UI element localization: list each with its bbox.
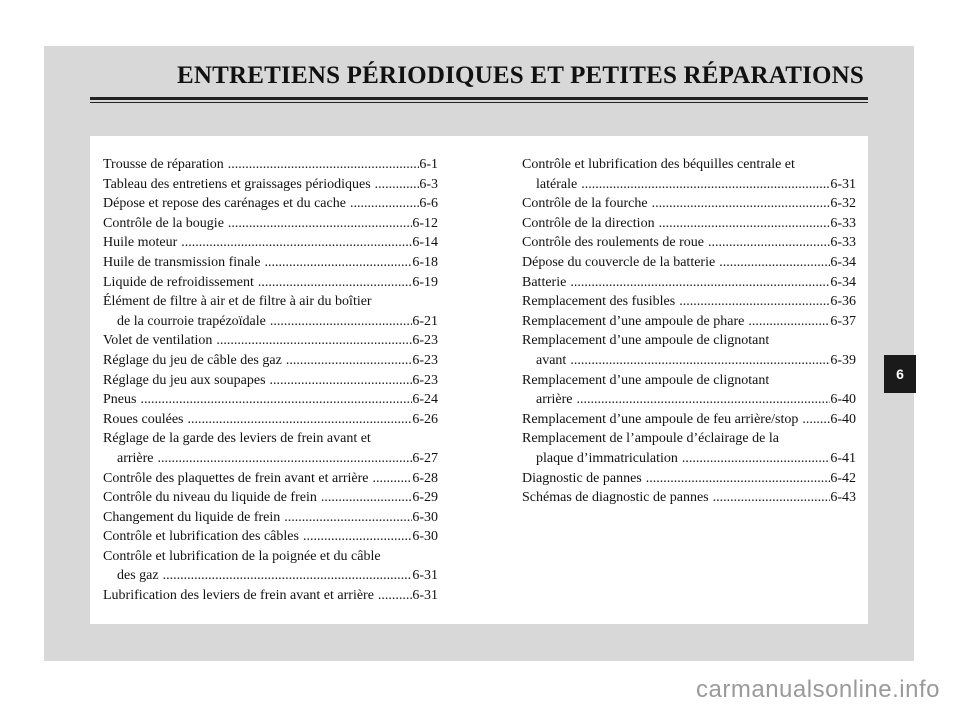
toc-entry-title: Contrôle de la direction <box>522 215 655 231</box>
toc-page-number: 6-33 <box>830 235 856 251</box>
toc-entry-line <box>522 155 856 175</box>
toc-entry[interactable] <box>103 508 438 528</box>
toc-entry-line <box>522 214 856 234</box>
toc-entry-title: Batterie <box>522 274 567 290</box>
toc-entry-title: Schémas de diagnostic de pannes <box>522 490 709 506</box>
toc-entry[interactable] <box>103 253 438 273</box>
toc-entry-title: Remplacement d’une ampoule de phare <box>522 313 745 329</box>
toc-entry-line <box>103 390 438 410</box>
toc-page-number: 6-6 <box>419 196 438 212</box>
toc-entry-line <box>103 429 438 449</box>
toc-entry-line <box>522 371 856 391</box>
toc-page-number: 6-39 <box>830 352 856 368</box>
toc-entry-title: Liquide de refroidissement <box>103 274 254 290</box>
toc-leader-dots <box>374 586 412 606</box>
toc-entry[interactable] <box>522 469 856 489</box>
toc-entry-line <box>103 292 438 312</box>
toc-entry-title: plaque d’immatriculation <box>536 450 678 466</box>
toc-leader-dots <box>183 410 412 430</box>
toc-page-number: 6-34 <box>830 254 856 270</box>
toc-entry[interactable] <box>522 253 856 273</box>
toc-entry-line <box>522 390 856 410</box>
toc-page-number: 6-19 <box>412 274 438 290</box>
toc-page-number: 6-1 <box>419 157 438 172</box>
toc-entry-title: Réglage du jeu aux soupapes <box>103 372 266 388</box>
toc-entry-line <box>522 292 856 312</box>
toc-leader-dots <box>577 175 830 195</box>
page-title: ENTRETIENS PÉRIODIQUES ET PETITES RÉPARATIONS <box>177 62 864 89</box>
toc-entry-line <box>522 253 856 273</box>
manual-page <box>44 46 914 661</box>
toc-entry-title: Contrôle et lubrification des béquilles centrale et <box>522 157 795 172</box>
toc-leader-dots <box>655 214 831 234</box>
toc-entry[interactable] <box>103 292 438 331</box>
toc-entry-title: Pneus <box>103 392 137 408</box>
toc-entry-line <box>103 508 438 528</box>
toc-leader-dots <box>642 469 831 489</box>
toc-entry-title: de la courroie trapézoïdale <box>117 313 266 329</box>
toc-entry[interactable] <box>103 488 438 508</box>
toc-leader-dots <box>346 194 419 214</box>
toc-entry[interactable] <box>103 527 438 547</box>
toc-leader-dots <box>260 253 412 273</box>
toc-entry-title: Élément de filtre à air et de filtre à air du boîtier <box>103 294 372 310</box>
toc-leader-dots <box>254 273 412 293</box>
toc-entry-line <box>522 469 856 489</box>
toc-entry[interactable] <box>103 175 438 195</box>
toc-page-number: 6-26 <box>412 411 438 427</box>
toc-entry-title: arrière <box>117 450 154 466</box>
toc-leader-dots <box>282 351 413 371</box>
toc-entry-title: Contrôle des plaquettes de frein avant et arrière <box>103 470 369 486</box>
toc-entry[interactable] <box>103 429 438 468</box>
table-of-contents <box>90 136 868 624</box>
toc-leader-dots <box>159 566 413 586</box>
toc-leader-dots <box>566 351 830 371</box>
toc-leader-dots <box>744 312 830 332</box>
toc-page-number: 6-40 <box>830 392 856 408</box>
toc-entry-title: latérale <box>536 176 578 192</box>
toc-page-number: 6-23 <box>412 372 438 388</box>
toc-entry-line <box>103 233 438 253</box>
toc-entry-line <box>103 312 438 332</box>
toc-leader-dots <box>177 233 412 253</box>
toc-entry-title: Contrôle des roulements de roue <box>522 235 704 251</box>
toc-entry-line <box>103 527 438 547</box>
toc-page-number: 6-30 <box>412 509 438 525</box>
title-rule-thin <box>90 102 868 103</box>
toc-entry[interactable] <box>103 233 438 253</box>
toc-entry-line <box>522 175 856 195</box>
toc-entry-title: des gaz <box>117 568 159 584</box>
toc-entry[interactable] <box>522 233 856 253</box>
toc-entry-line <box>103 331 438 351</box>
toc-page-number: 6-36 <box>830 294 856 310</box>
toc-entry[interactable] <box>103 331 438 351</box>
toc-entry-title: Lubrification des leviers de frein avant et arrière <box>103 588 374 604</box>
toc-leader-dots <box>566 273 830 293</box>
toc-entry-title: Réglage du jeu de câble des gaz <box>103 352 282 368</box>
toc-entry-title: Roues coulées <box>103 411 184 427</box>
toc-leader-dots <box>224 155 420 175</box>
toc-entry-title: Diagnostic de pannes <box>522 470 642 486</box>
toc-entry-line <box>103 371 438 391</box>
toc-entry-title: Contrôle de la bougie <box>103 215 224 231</box>
toc-entry[interactable] <box>522 312 856 332</box>
title-rule-thick <box>90 97 868 100</box>
toc-entry-title: Dépose du couvercle de la batterie <box>522 254 716 270</box>
toc-entry[interactable] <box>522 410 856 430</box>
toc-entry-title: Contrôle et lubrification de la poignée et du câble <box>103 548 381 564</box>
toc-entry[interactable] <box>522 371 856 410</box>
toc-page-number: 6-29 <box>412 490 438 506</box>
toc-entry-line <box>103 410 438 430</box>
toc-leader-dots <box>224 214 412 234</box>
toc-page-number: 6-41 <box>830 450 856 466</box>
toc-entry-title: avant <box>536 352 567 368</box>
toc-entry-line <box>522 429 856 449</box>
toc-leader-dots <box>675 292 830 312</box>
toc-entry-title: Huile moteur <box>103 235 178 251</box>
toc-leader-dots <box>573 390 831 410</box>
toc-entry[interactable] <box>103 410 438 430</box>
toc-entry-title: Remplacement d’une ampoule de feu arrière/stop <box>522 411 799 427</box>
toc-entry[interactable] <box>103 273 438 293</box>
toc-page-number: 6-32 <box>830 196 856 212</box>
toc-entry[interactable] <box>522 155 856 194</box>
toc-entry-line <box>103 449 438 469</box>
toc-entry[interactable] <box>103 469 438 489</box>
toc-page-number: 6-24 <box>412 392 438 408</box>
toc-entry-line <box>103 253 438 273</box>
toc-entry-title: Dépose et repose des carénages et du cache <box>103 196 346 212</box>
chapter-tab[interactable]: 6 <box>884 355 916 393</box>
toc-entry[interactable] <box>522 194 856 214</box>
toc-entry[interactable] <box>103 214 438 234</box>
toc-page-number: 6-34 <box>830 274 856 290</box>
toc-entry-line <box>522 331 856 351</box>
toc-entry-line <box>103 566 438 586</box>
toc-entry-line <box>522 488 856 508</box>
toc-entry-line <box>522 410 856 430</box>
toc-entry-line <box>103 488 438 508</box>
toc-page-number: 6-31 <box>830 176 856 192</box>
toc-entry[interactable] <box>522 488 856 508</box>
toc-entry[interactable] <box>103 390 438 410</box>
toc-leader-dots <box>678 449 830 469</box>
toc-entry-title: Réglage de la garde des leviers de frein avant et <box>103 431 371 447</box>
toc-leader-dots <box>266 312 412 332</box>
toc-page-number: 6-31 <box>412 568 438 584</box>
toc-entry-line <box>103 586 438 606</box>
toc-page-number: 6-12 <box>412 215 438 231</box>
toc-entry-title: Changement du liquide de frein <box>103 509 281 525</box>
toc-page-number: 6-31 <box>412 588 438 604</box>
toc-entry-title: Volet de ventilation <box>103 333 213 349</box>
toc-entry-title: Remplacement de l’ampoule d’éclairage de la <box>522 431 779 447</box>
toc-leader-dots <box>648 194 831 214</box>
toc-entry-title: Remplacement d’une ampoule de clignotant <box>522 333 770 349</box>
toc-entry-line <box>522 312 856 332</box>
toc-entry[interactable] <box>522 429 856 468</box>
toc-page-number: 6-18 <box>412 254 438 270</box>
toc-page-number: 6-37 <box>830 313 856 329</box>
toc-entry-line <box>103 214 438 234</box>
watermark: carmanualsonline.info <box>696 676 940 703</box>
toc-entry[interactable] <box>522 273 856 293</box>
toc-entry-line <box>522 194 856 214</box>
toc-leader-dots <box>798 410 830 430</box>
toc-leader-dots <box>709 488 831 508</box>
toc-leader-dots <box>371 175 420 195</box>
toc-leader-dots <box>280 508 412 528</box>
toc-entry-title: arrière <box>536 392 573 408</box>
toc-entry[interactable] <box>103 194 438 214</box>
toc-leader-dots <box>715 253 830 273</box>
toc-page-number: 6-42 <box>830 470 856 486</box>
toc-page-number: 6-43 <box>830 490 856 506</box>
toc-leader-dots <box>154 449 413 469</box>
toc-entry[interactable] <box>522 214 856 234</box>
toc-entry-line <box>522 233 856 253</box>
toc-entry-line <box>522 449 856 469</box>
toc-column-left <box>103 155 438 606</box>
toc-leader-dots <box>266 371 413 391</box>
toc-entry-title: Contrôle du niveau du liquide de frein <box>103 490 317 506</box>
toc-entry-title: Huile de transmission finale <box>103 254 261 270</box>
toc-page-number: 6-30 <box>412 529 438 545</box>
toc-leader-dots <box>212 331 412 351</box>
toc-entry-title: Contrôle et lubrification des câbles <box>103 529 299 545</box>
toc-entry[interactable] <box>103 371 438 391</box>
toc-entry-line <box>103 155 438 175</box>
toc-page-number: 6-3 <box>419 176 438 192</box>
toc-page-number: 6-40 <box>830 411 856 427</box>
toc-leader-dots <box>369 469 413 489</box>
toc-page-number: 6-27 <box>412 450 438 466</box>
toc-entry[interactable] <box>103 547 438 586</box>
toc-entry-title: Trousse de réparation <box>103 157 224 172</box>
toc-entry[interactable] <box>103 351 438 371</box>
toc-entry-line <box>103 469 438 489</box>
toc-page-number: 6-23 <box>412 352 438 368</box>
toc-page-number: 6-14 <box>412 235 438 251</box>
toc-leader-dots <box>317 488 412 508</box>
toc-leader-dots <box>136 390 412 410</box>
toc-entry[interactable] <box>522 292 856 312</box>
toc-leader-dots <box>704 233 830 253</box>
toc-entry-title: Contrôle de la fourche <box>522 196 648 212</box>
toc-entry-line <box>103 194 438 214</box>
toc-entry-line <box>103 175 438 195</box>
toc-page-number: 6-33 <box>830 215 856 231</box>
toc-entry[interactable] <box>103 586 438 606</box>
toc-entry-title: Remplacement des fusibles <box>522 294 676 310</box>
toc-entry-title: Tableau des entretiens et graissages périodiques <box>103 176 371 192</box>
toc-entry-line <box>103 351 438 371</box>
toc-page-number: 6-23 <box>412 333 438 349</box>
toc-page-number: 6-21 <box>412 313 438 329</box>
toc-entry-line <box>103 547 438 567</box>
toc-entry-line <box>103 273 438 293</box>
toc-page-number: 6-28 <box>412 470 438 486</box>
toc-entry[interactable] <box>522 331 856 370</box>
toc-entry-line <box>522 351 856 371</box>
toc-leader-dots <box>299 527 412 547</box>
toc-entry-line <box>522 273 856 293</box>
toc-entry-title: Remplacement d’une ampoule de clignotant <box>522 372 770 388</box>
toc-column-right <box>522 155 856 508</box>
toc-entry[interactable] <box>103 155 438 175</box>
